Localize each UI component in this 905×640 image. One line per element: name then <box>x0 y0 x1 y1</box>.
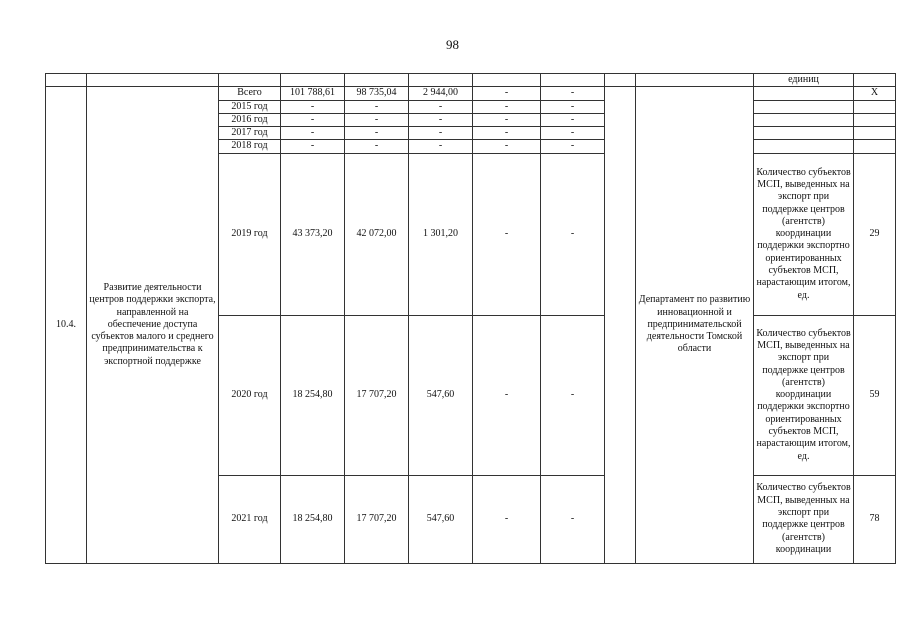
table-cell <box>605 74 636 87</box>
indicator-value: 59 <box>854 315 896 475</box>
local-cell: - <box>473 100 541 113</box>
table-cell <box>46 74 87 87</box>
total-cell: 43 373,20 <box>281 153 345 315</box>
total-cell: - <box>281 127 345 140</box>
federal-cell: 17 707,20 <box>345 315 409 475</box>
federal-cell: 42 072,00 <box>345 153 409 315</box>
total-cell: 101 788,61 <box>281 87 345 100</box>
row-number: 10.4. <box>46 87 87 563</box>
federal-cell: - <box>345 100 409 113</box>
table-cell <box>754 87 854 100</box>
target-value: Х <box>854 87 896 100</box>
local-cell: - <box>473 87 541 100</box>
table-cell <box>754 140 854 153</box>
regional-cell: 2 944,00 <box>409 87 473 100</box>
regional-cell: 547,60 <box>409 475 473 563</box>
indicator-value: 29 <box>854 153 896 315</box>
federal-cell: - <box>345 113 409 126</box>
table-cell <box>754 100 854 113</box>
year-cell: 2017 год <box>219 127 281 140</box>
indicator-value: 78 <box>854 475 896 563</box>
table-cell <box>754 127 854 140</box>
year-cell: Всего <box>219 87 281 100</box>
indicator-name: Количество субъектов МСП, выведенных на экспорт при поддержке центров (агентств) координации поддержки экспортно ориентированных субъектов МСП, нарастающим итогом, ед. <box>754 153 854 315</box>
year-cell: 2018 год <box>219 140 281 153</box>
indicator-header-fragment: единиц <box>754 74 854 87</box>
other-cell: - <box>541 153 605 315</box>
table-cell <box>854 140 896 153</box>
table-cell <box>219 74 281 87</box>
total-cell: 18 254,80 <box>281 475 345 563</box>
local-cell: - <box>473 127 541 140</box>
other-cell: - <box>541 475 605 563</box>
total-cell: - <box>281 113 345 126</box>
executor-name: Департамент по развитию инновационной и предпринимательской деятельности Томской области <box>636 87 754 563</box>
federal-cell: - <box>345 140 409 153</box>
total-cell: 18 254,80 <box>281 315 345 475</box>
local-cell: - <box>473 140 541 153</box>
indicator-name: Количество субъектов МСП, выведенных на экспорт при поддержке центров (агентств) координации поддержки экспортно ориентированных субъектов МСП, нарастающим итогом, ед. <box>754 315 854 475</box>
table-cell <box>854 127 896 140</box>
regional-cell: - <box>409 100 473 113</box>
federal-cell: - <box>345 127 409 140</box>
other-cell: - <box>541 315 605 475</box>
other-cell: - <box>541 140 605 153</box>
federal-cell: 98 735,04 <box>345 87 409 100</box>
local-cell: - <box>473 315 541 475</box>
page-number: 98 <box>446 37 459 52</box>
year-cell: 2020 год <box>219 315 281 475</box>
program-table <box>45 73 896 564</box>
regional-cell: 547,60 <box>409 315 473 475</box>
table-cell <box>345 74 409 87</box>
total-cell: - <box>281 140 345 153</box>
table-cell <box>854 100 896 113</box>
table-cell <box>605 87 636 563</box>
federal-cell: 17 707,20 <box>345 475 409 563</box>
other-cell: - <box>541 100 605 113</box>
year-cell: 2019 год <box>219 153 281 315</box>
total-cell: - <box>281 100 345 113</box>
year-cell: 2021 год <box>219 475 281 563</box>
regional-cell: - <box>409 140 473 153</box>
regional-cell: 1 301,20 <box>409 153 473 315</box>
other-cell: - <box>541 113 605 126</box>
regional-cell: - <box>409 127 473 140</box>
table-cell <box>409 74 473 87</box>
table-row <box>46 87 896 100</box>
indicator-name: Количество субъектов МСП, выведенных на экспорт при поддержке центров (агентств) координации <box>754 475 854 563</box>
table-row <box>46 74 896 87</box>
table-cell <box>636 74 754 87</box>
regional-cell: - <box>409 113 473 126</box>
measure-name: Развитие деятельности центров поддержки экспорта, направленной на обеспечение доступа субъектов малого и среднего предпринимательства к экспортной поддержке <box>87 87 219 563</box>
local-cell: - <box>473 153 541 315</box>
year-cell: 2015 год <box>219 100 281 113</box>
table-cell <box>541 74 605 87</box>
table-cell <box>473 74 541 87</box>
table-cell <box>854 113 896 126</box>
other-cell: - <box>541 127 605 140</box>
table-cell <box>754 113 854 126</box>
table-cell <box>854 74 896 87</box>
year-cell: 2016 год <box>219 113 281 126</box>
table-cell <box>87 74 219 87</box>
local-cell: - <box>473 475 541 563</box>
table-cell <box>281 74 345 87</box>
other-cell: - <box>541 87 605 100</box>
local-cell: - <box>473 113 541 126</box>
